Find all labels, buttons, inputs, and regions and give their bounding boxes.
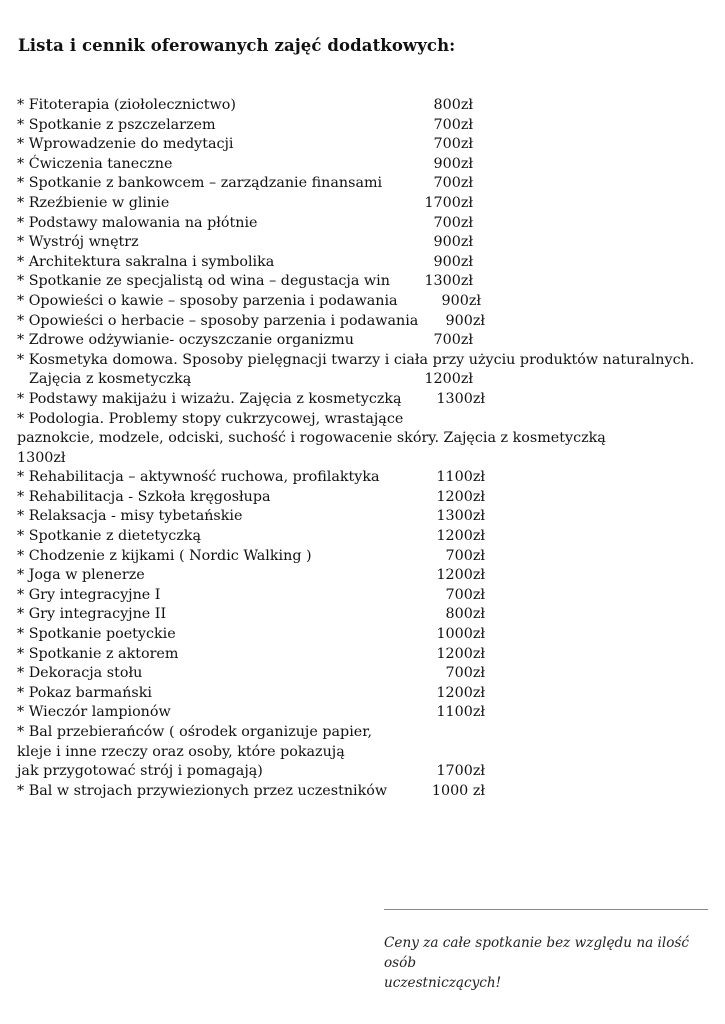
activity-name: * Spotkanie z dietetyczką (17, 528, 201, 545)
activity-name: * Gry integracyjne II (17, 606, 167, 623)
activity-price: 1200zł (436, 684, 485, 701)
activity-price: 900zł (433, 253, 473, 270)
activity-name: * Chodzenie z kijkami ( Nordic Walking ) (17, 547, 312, 564)
footnote-line: Ceny za całe spotkanie bez względu na ilość osób (384, 935, 689, 971)
list-item (17, 664, 717, 684)
activity-price: 1700zł (436, 763, 485, 780)
activity-name: * Joga w plenerze (17, 567, 145, 584)
activity-price: 900zł (441, 292, 481, 309)
activity-price: 700zł (445, 586, 485, 603)
list-item-continuation (17, 370, 717, 390)
activity-name: * Podstawy malowania na płótnie (17, 214, 258, 231)
list-item (17, 194, 717, 214)
activity-price: 900zł (433, 234, 473, 251)
list-item (17, 488, 717, 508)
list-item (17, 605, 717, 625)
activity-name-line2: paznokcie, modzele, odciski, suchość i rogowacenie skóry. Zajęcia z kosmetyczką (17, 430, 606, 447)
activity-price: 900zł (445, 312, 485, 329)
list-item (17, 292, 717, 312)
list-item-continuation (17, 449, 717, 469)
activity-name-line2: kleje i inne rzeczy oraz osoby, które pokazują (17, 743, 345, 760)
list-item (17, 214, 717, 234)
list-item-continuation (17, 429, 717, 449)
activity-name: * Ćwiczenia taneczne (17, 155, 173, 172)
list-item (17, 135, 717, 155)
activity-price: 1000zł (436, 626, 485, 643)
activity-price: 1300zł (436, 390, 485, 407)
list-item (17, 527, 717, 547)
activity-price: 1200zł (436, 488, 485, 505)
activity-name: * Bal w strojach przywiezionych przez uczestników (17, 782, 388, 799)
activity-name: * Spotkanie ze specjalistą od wina – degustacja win (17, 273, 390, 290)
activity-name: * Fitoterapia (ziołolecznictwo) (17, 97, 236, 113)
list-item-continuation (17, 743, 717, 763)
activity-name: * Rehabilitacja - Szkoła kręgosłupa (17, 488, 271, 505)
activity-name: * Spotkanie z bankowcem – zarządzanie finansami (17, 175, 383, 192)
activity-name: * Wprowadzenie do medytacji (17, 136, 234, 153)
activity-name: * Kosmetyka domowa. Sposoby pielęgnacji twarzy i ciała przy użyciu produktów naturalnych. (17, 351, 695, 368)
list-item (17, 272, 717, 292)
list-item (17, 390, 717, 410)
activity-name: * Gry integracyjne I (17, 586, 161, 603)
list-item (17, 410, 717, 430)
footnote-divider (384, 909, 708, 910)
activity-price: 800zł (433, 97, 473, 113)
activity-name: * Opowieści o herbacie – sposoby parzenia i podawania (17, 312, 419, 329)
activity-price: 1200zł (436, 567, 485, 584)
list-item (17, 468, 717, 488)
activity-name: * Spotkanie poetyckie (17, 626, 176, 643)
list-item (17, 547, 717, 567)
list-item (17, 233, 717, 253)
activity-price: 1100zł (436, 704, 485, 721)
activity-price: 700zł (433, 136, 473, 153)
list-item (17, 723, 717, 743)
list-item (17, 703, 717, 723)
activity-name: * Zdrowe odżywianie- oczyszczanie organizmu (17, 332, 354, 349)
list-item (17, 155, 717, 175)
activity-name: * Bal przebierańców ( ośrodek organizuje papier, (17, 724, 373, 740)
activity-name: * Rehabilitacja – aktywność ruchowa, profilaktyka (17, 469, 380, 486)
activity-price: 1200zł (436, 645, 485, 662)
list-item (17, 312, 717, 332)
activity-name: * Architektura sakralna i symbolika (17, 253, 275, 270)
activity-price: 700zł (433, 116, 473, 133)
price-footnote (384, 933, 714, 993)
activity-price: 1300zł (424, 273, 473, 290)
list-item (17, 253, 717, 273)
activity-name-line2: Zajęcia z kosmetyczką (29, 371, 192, 388)
list-item-continuation (17, 762, 717, 782)
page-title: Lista i cennik oferowanych zajęć dodatkowych: (18, 36, 456, 55)
activity-name: * Podstawy makijażu i wizażu. Zajęcia z kosmetyczką (17, 390, 402, 407)
activity-price: 1700zł (424, 194, 473, 211)
activity-price: 800zł (445, 606, 485, 623)
list-item (17, 96, 717, 116)
activity-name: * Dekoracja stołu (17, 665, 143, 682)
list-item (17, 116, 717, 136)
activity-price: 700zł (445, 665, 485, 682)
activity-name: * Spotkanie z aktorem (17, 645, 179, 662)
list-item (17, 645, 717, 665)
activity-name-line3: jak przygotować strój i pomagają) (17, 763, 263, 780)
activity-name: * Spotkanie z pszczelarzem (17, 116, 216, 133)
activity-price: 1300zł (436, 508, 485, 525)
list-item (17, 351, 717, 371)
activity-name: * Podologia. Problemy stopy cukrzycowej, wrastające (17, 410, 404, 427)
activity-name: * Opowieści o kawie – sposoby parzenia i podawania (17, 292, 398, 309)
list-item (17, 507, 717, 527)
footnote-line: uczestniczących! (384, 975, 502, 991)
activity-price: 1100zł (436, 469, 485, 486)
activity-name: * Wystrój wnętrz (17, 234, 139, 251)
activity-name: * Wieczór lampionów (17, 704, 171, 721)
activity-name: * Pokaz barmański (17, 684, 152, 701)
activity-price: 1300zł (17, 449, 66, 466)
activity-name: * Rzeźbienie w glinie (17, 194, 170, 211)
activity-price: 700zł (433, 332, 473, 349)
list-item (17, 684, 717, 704)
activity-price: 700zł (433, 175, 473, 192)
activity-name: * Relaksacja - misy tybetańskie (17, 508, 243, 525)
activity-price: 1000 zł (431, 782, 485, 799)
activity-price-list (17, 96, 717, 801)
list-item (17, 566, 717, 586)
list-item (17, 331, 717, 351)
list-item (17, 174, 717, 194)
list-item (17, 586, 717, 606)
activity-price: 700zł (445, 547, 485, 564)
activity-price: 900zł (433, 155, 473, 172)
list-item (17, 625, 717, 645)
activity-price: 1200zł (424, 371, 473, 388)
activity-price: 1200zł (436, 528, 485, 545)
list-item (17, 782, 717, 802)
activity-price: 700zł (433, 214, 473, 231)
